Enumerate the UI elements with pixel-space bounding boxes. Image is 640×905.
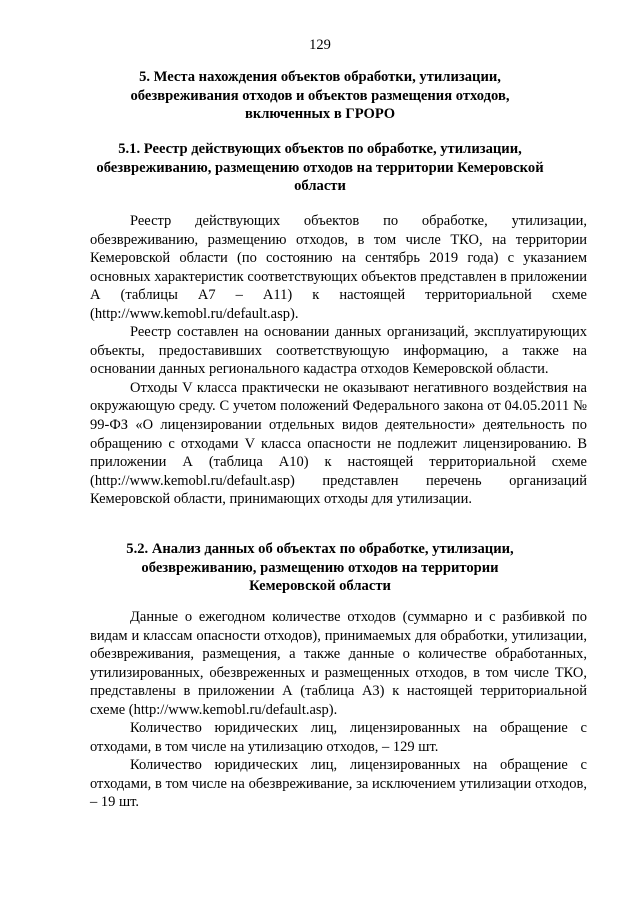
heading-line: 5.2. Анализ данных об объектах по обработке, утилизации, xyxy=(126,541,514,557)
section-5-2-body xyxy=(90,608,587,812)
section-5-2-heading xyxy=(70,540,570,596)
heading-line: 5.1. Реестр действующих объектов по обработке, утилизации, xyxy=(118,141,522,157)
paragraph-class-v-waste: Отходы V класса практически не оказывают негативного воздействия на окружающую среду. С учетом положений Федерального закона от 04.05.2011 № 99-ФЗ «О лицензировании отдельных видов деятельности» деятельность по обращению с отходами V класса опасности не подлежит лицензированию. В приложении А (таблица А10) к настоящей территориальной схеме (http://www.kemobl.ru/default.asp) представлен перечень организаций Кемеровской области, принимающих отходы для утилизации. xyxy=(90,379,587,508)
heading-line: обезвреживания отходов и объектов размещения отходов, xyxy=(130,87,510,104)
heading-line: 5. Места нахождения объектов обработки, утилизации, xyxy=(139,69,501,85)
paragraph-registry: Реестр действующих объектов по обработке, утилизации, обезвреживанию, размещению отходов, в том числе ТКО, на территории Кемеровской области (по состоянию на сентябрь 2019 года) с указанием основных характеристик соответствующих объектов представлен в приложении А (таблицы А7 – А11) к настоящей территориальной схеме (http://www.kemobl.ru/default.asp). xyxy=(90,213,587,322)
paragraph-licensed-utilization: Количество юридических лиц, лицензированных на обращение с отходами, в том числе на утилизацию отходов, – 129 шт. xyxy=(90,720,587,755)
paragraph-registry-source: Реестр составлен на основании данных организаций, эксплуатирующих объекты, предоставивших соответствующую информацию, а также на основании данных регионального кадастра отходов Кемеровской области. xyxy=(90,324,587,378)
heading-line: области xyxy=(294,178,346,194)
paragraph-annual-waste-data: Данные о ежегодном количестве отходов (суммарно и с разбивкой по видам и классам опасности отходов), принимаемых для обработки, утилизации, обезвреживания, размещения, а также данные о количестве обработанных, утилизированных, обезвреженных и размещенных отходов, в том числе ТКО, представлены в приложении А (таблица А3) к настоящей территориальной схеме (http://www.kemobl.ru/default.asp). xyxy=(90,609,587,718)
heading-line: Кемеровской области xyxy=(249,578,391,594)
heading-line: обезвреживанию, размещению отходов на территории xyxy=(141,559,499,576)
paragraph-licensed-neutralization: Количество юридических лиц, лицензированных на обращение с отходами, в том числе на обезвреживание, за исключением утилизации отходов, – 19 шт. xyxy=(90,757,587,811)
section-5-heading xyxy=(70,68,570,124)
heading-line: обезвреживанию, размещению отходов на территории Кемеровской xyxy=(96,159,544,176)
section-5-1-body xyxy=(90,212,587,509)
section-5-1-heading xyxy=(70,140,570,196)
page-number: 129 xyxy=(309,37,331,53)
heading-line: включенных в ГРОРО xyxy=(244,106,396,122)
